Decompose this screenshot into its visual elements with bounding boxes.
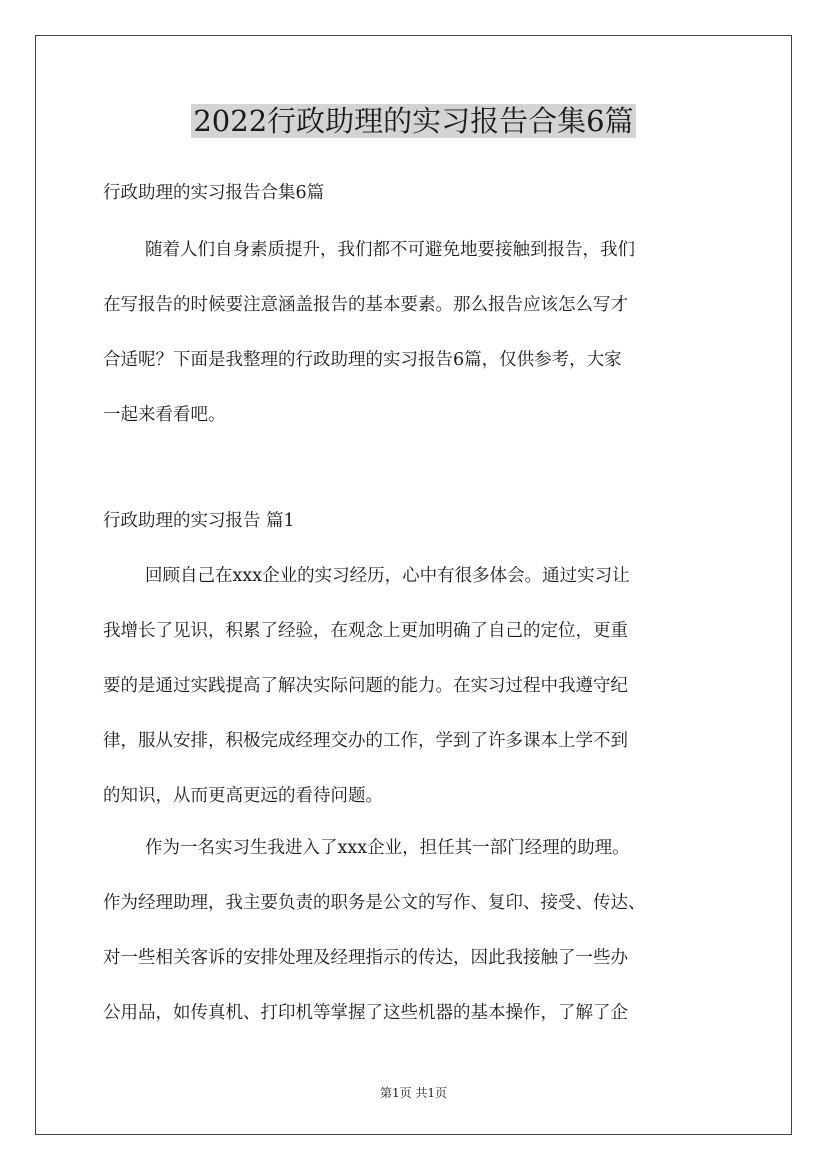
intro-paragraph-line: 一起来看看吧。 xyxy=(103,405,226,425)
body-paragraph-line: 公用品，如传真机、打印机等掌握了这些机器的基本操作，了解了企 xyxy=(103,1003,628,1023)
body-paragraph-line: 我增长了见识，积累了经验，在观念上更加明确了自己的定位，更重 xyxy=(103,621,628,641)
doc-subtitle: 行政助理的实习报告合集6篇 xyxy=(103,183,325,203)
intro-paragraph-line: 合适呢？下面是我整理的行政助理的实习报告6篇，仅供参考，大家 xyxy=(103,350,622,370)
document-title: 2022行政助理的实习报告合集6篇 xyxy=(193,104,634,138)
body-paragraph-line: 作为经理助理，我主要负责的职务是公文的写作、复印、接受、传达、 xyxy=(103,893,646,913)
intro-paragraph-line: 在写报告的时候要注意涵盖报告的基本要素。那么报告应该怎么写才 xyxy=(103,295,628,315)
body-paragraph-line: 的知识，从而更高更远的看待问题。 xyxy=(103,786,383,806)
body-paragraph-line: 律，服从安排，积极完成经理交办的工作，学到了许多课本上学不到 xyxy=(103,731,628,751)
page-footer: 第1页 共1页 xyxy=(379,1086,448,1100)
body-paragraph-line: 作为一名实习生我进入了xxx企业，担任其一部门经理的助理。 xyxy=(145,838,630,858)
body-paragraph-line: 要的是通过实践提高了解决实际问题的能力。在实习过程中我遵守纪 xyxy=(103,676,628,696)
section-heading: 行政助理的实习报告 篇1 xyxy=(103,511,295,531)
body-paragraph-line: 回顾自己在xxx企业的实习经历，心中有很多体会。通过实习让 xyxy=(145,566,630,586)
body-paragraph-line: 对一些相关客诉的安排处理及经理指示的传达，因此我接触了一些办 xyxy=(103,948,628,968)
intro-paragraph-line: 随着人们自身素质提升，我们都不可避免地要接触到报告，我们 xyxy=(145,240,635,260)
